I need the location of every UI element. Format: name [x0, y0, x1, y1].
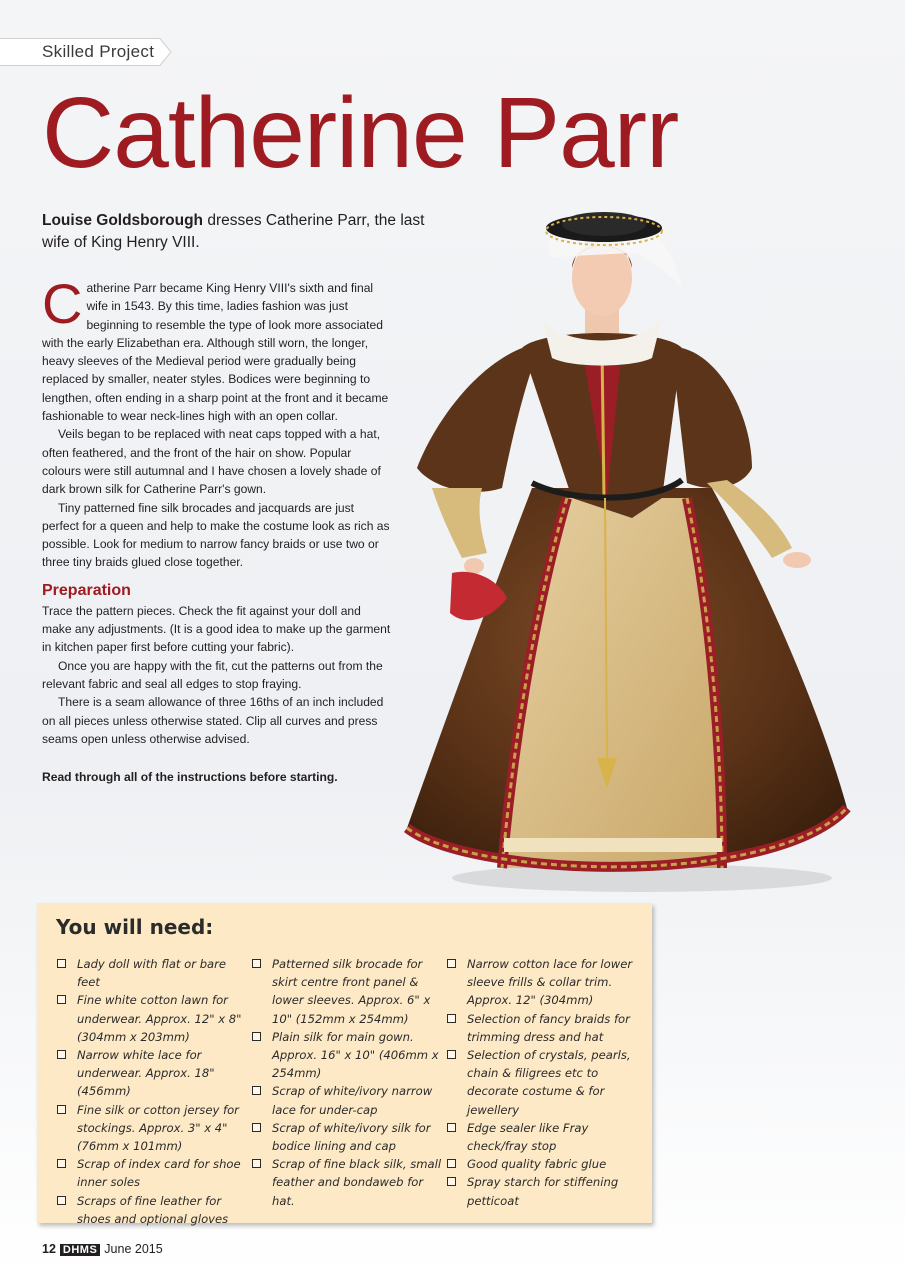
checkbox-icon [447, 1159, 456, 1168]
list-item: Scrap of white/ivory narrow lace for under-cap [252, 1082, 442, 1118]
preparation-heading: Preparation [42, 581, 131, 599]
section-tag-label: Skilled Project [42, 42, 155, 61]
checkbox-icon [252, 1086, 261, 1095]
checkbox-icon [252, 1159, 261, 1168]
checkbox-icon [57, 1196, 66, 1205]
drop-cap: C [42, 272, 83, 335]
page-title: Catherine Parr [42, 77, 679, 189]
standfirst [42, 210, 442, 254]
list-item: Edge sealer like Fray check/fray stop [447, 1119, 637, 1155]
list-item: Scrap of white/ivory silk for bodice lining and cap [252, 1119, 442, 1155]
needs-column-2 [252, 955, 442, 1210]
intro-paragraph-2: Veils began to be replaced with neat caps topped with a hat, often feathered, and the front of the hair on show. Popular colours were still autumnal and I have chosen a lovely shade of dark brown silk for Catherine Parr's gown. [42, 427, 381, 497]
intro-paragraph-1: atherine Parr became King Henry VIII's sixth and final wife in 1543. By this time, ladies fashion was just beginning to resemble the type of look more associated with the early Elizabethan era. Although still worn, the longer, heavy sleeves of the Medieval period were gradually being replaced by smaller, neater styles. Bodices were beginning to lengthen, often ending in a sharp point at the front and it became fashionable to wear neck-lines high with an open collar. [42, 281, 389, 424]
list-item: Fine silk or cotton jersey for stockings. Approx. 3" x 4" (76mm x 101mm) [57, 1101, 247, 1156]
checkbox-icon [447, 1177, 456, 1186]
intro-paragraph-3: Tiny patterned fine silk brocades and jacquards are just perfect for a queen and help to make the costume look as rich as possible. Look for medium to narrow fancy braids or use two or three tiny braids glued close together. [42, 500, 390, 570]
checkbox-icon [57, 1159, 66, 1168]
you-will-need-box [37, 903, 652, 1226]
list-item: Good quality fabric glue [447, 1155, 637, 1173]
issue-date: June 2015 [104, 1242, 163, 1256]
list-item: Narrow white lace for underwear. Approx. 18" (456mm) [57, 1046, 247, 1101]
preparation-paragraph-3: There is a seam allowance of three 16ths of an inch included on all pieces unless otherwise stated. Clip all curves and press seams open unless otherwise advised. [42, 695, 384, 746]
checkbox-icon [252, 1123, 261, 1132]
list-item: Fine white cotton lawn for underwear. Approx. 12" x 8" (304mm x 203mm) [57, 991, 247, 1046]
catherine-parr-doll-photo [392, 198, 867, 898]
checkbox-icon [252, 1032, 261, 1041]
list-item: Spray starch for stiffening petticoat [447, 1173, 637, 1209]
checkbox-icon [447, 1123, 456, 1132]
page-footer [42, 1242, 163, 1256]
standfirst-text: dresses Catherine Parr, the last wife of King Henry VIII. [42, 212, 425, 251]
instruction-note: Read through all of the instructions before starting. [42, 770, 338, 785]
preparation-paragraph-1: Trace the pattern pieces. Check the fit against your doll and make any adjustments. (It is a good idea to make up the garment in kitchen paper first before cutting your fabric). [42, 603, 391, 655]
author-name: Louise Goldsborough [42, 212, 204, 229]
preparation-paragraph-2: Once you are happy with the fit, cut the patterns out from the relevant fabric and seal all edges to stop fraying. [42, 658, 383, 691]
list-item: Selection of crystals, pearls, chain & filigrees etc to decorate costume & for jewellery [447, 1046, 637, 1119]
checkbox-icon [57, 959, 66, 968]
list-item: Lady doll with flat or bare feet [57, 955, 247, 991]
checkbox-icon [252, 959, 261, 968]
checkbox-icon [447, 959, 456, 968]
list-item: Plain silk for main gown. Approx. 16" x 10" (406mm x 254mm) [252, 1028, 442, 1083]
article-body [42, 272, 392, 786]
list-item: Selection of fancy braids for trimming dress and hat [447, 1010, 637, 1046]
magazine-logo: DHMS [60, 1244, 100, 1256]
page-number: 12 [42, 1242, 56, 1256]
list-item: Scraps of fine leather for shoes and optional gloves [57, 1192, 247, 1228]
needs-column-3 [447, 955, 637, 1210]
checkbox-icon [447, 1014, 456, 1023]
you-will-need-heading: You will need: [56, 915, 214, 939]
list-item: Scrap of fine black silk, small feather and bondaweb for hat. [252, 1155, 442, 1210]
checkbox-icon [447, 1050, 456, 1059]
needs-column-1 [57, 955, 247, 1228]
list-item: Narrow cotton lace for lower sleeve frills & collar trim. Approx. 12" (304mm) [447, 955, 637, 1010]
list-item: Patterned silk brocade for skirt centre front panel & lower sleeves. Approx. 6" x 10" (152mm x 254mm) [252, 955, 442, 1028]
checkbox-icon [57, 1105, 66, 1114]
checkbox-icon [57, 995, 66, 1004]
checkbox-icon [57, 1050, 66, 1059]
list-item: Scrap of index card for shoe inner soles [57, 1155, 247, 1191]
section-tag [0, 38, 172, 66]
